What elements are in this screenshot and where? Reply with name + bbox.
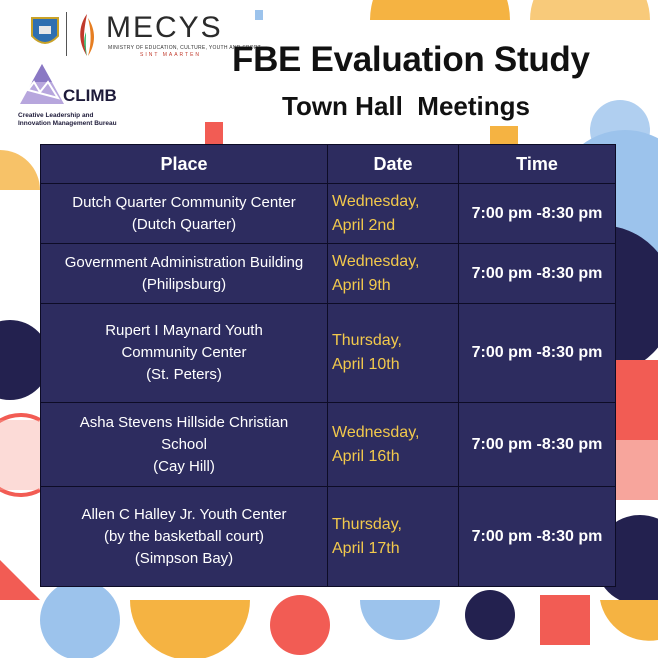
bg-shape — [0, 560, 40, 600]
place-line: (Dutch Quarter) — [131, 215, 237, 233]
bg-shape — [490, 126, 518, 144]
place-cell — [41, 403, 328, 487]
table-row — [41, 487, 616, 587]
bg-shape — [0, 150, 40, 190]
place-line: (by the basketball court) — [103, 527, 265, 545]
place-line: (Simpson Bay) — [134, 549, 234, 567]
bg-shape — [370, 0, 510, 20]
logo-divider — [66, 12, 67, 56]
page-subtitle: Town Hall Meetings — [282, 91, 530, 121]
date-line: Wednesday, — [332, 252, 420, 270]
bg-shape — [360, 600, 440, 640]
table-header-row — [41, 145, 616, 184]
date-line: Thursday, — [332, 332, 402, 349]
place-line: Rupert I Maynard Youth — [105, 322, 263, 339]
place-line: Allen C Halley Jr. Youth Center — [81, 505, 287, 523]
header-time: Time — [459, 145, 616, 184]
date-cell — [328, 304, 459, 403]
climb-subtitle-line: Creative Leadership and — [18, 112, 94, 119]
table-row — [41, 304, 616, 403]
bg-shape — [255, 10, 263, 20]
date-line: April 9th — [332, 276, 391, 294]
table-row — [41, 403, 616, 487]
time-cell: 7:00 pm -8:30 pm — [459, 244, 616, 304]
climb-subtitle-line: Innovation Management Bureau — [18, 120, 117, 127]
date-cell — [328, 487, 459, 587]
mecys-logo — [30, 10, 262, 60]
date-line: April 16th — [332, 447, 400, 465]
place-cell — [41, 304, 328, 403]
header-date: Date — [328, 145, 459, 184]
date-cell — [328, 184, 459, 244]
date-cell — [328, 244, 459, 304]
bg-shape — [530, 0, 650, 20]
date-cell — [328, 403, 459, 487]
place-line: Government Administration Building — [64, 253, 304, 271]
climb-wordmark: CLIMB — [63, 86, 117, 105]
bg-shape — [540, 595, 590, 645]
time-cell: 7:00 pm -8:30 pm — [459, 403, 616, 487]
mecys-region: SINT MAARTEN — [140, 52, 202, 58]
date-line: Thursday, — [332, 515, 402, 533]
place-line: (St. Peters) — [146, 366, 222, 383]
place-line: (Philipsburg) — [141, 275, 227, 293]
bg-shape — [270, 595, 330, 655]
place-cell — [41, 487, 328, 587]
place-line: Dutch Quarter Community Center — [72, 193, 296, 211]
place-line: (Cay Hill) — [153, 457, 215, 475]
place-cell — [41, 244, 328, 304]
date-line: April 10th — [332, 356, 400, 373]
mecys-wordmark: MECYS — [106, 11, 223, 44]
bg-shape — [616, 440, 658, 500]
bg-shape — [130, 600, 250, 658]
page-title: FBE Evaluation Study — [232, 40, 590, 79]
place-line: Community Center — [121, 344, 247, 361]
time-cell: 7:00 pm -8:30 pm — [459, 304, 616, 403]
table-row — [41, 244, 616, 304]
header-place: Place — [41, 145, 328, 184]
table-row — [41, 184, 616, 244]
place-cell — [41, 184, 328, 244]
time-cell: 7:00 pm -8:30 pm — [459, 487, 616, 587]
date-line: April 17th — [332, 539, 400, 557]
bg-shape — [600, 600, 658, 641]
bg-shape — [205, 122, 223, 144]
coat-of-arms-icon — [30, 16, 60, 50]
date-line: Wednesday, — [332, 192, 420, 210]
climb-subtitle — [18, 112, 138, 128]
place-line: School — [161, 435, 207, 453]
bg-shape — [0, 420, 40, 490]
climb-mountain-icon — [18, 62, 66, 106]
place-line: Asha Stevens Hillside Christian — [79, 413, 289, 431]
bg-shape — [465, 590, 515, 640]
mecys-subtitle: MINISTRY OF EDUCATION, CULTURE, YOUTH AND SPORT — [108, 45, 262, 51]
date-line: Wednesday, — [332, 423, 420, 441]
bg-shape — [616, 360, 658, 440]
schedule-table — [40, 144, 616, 587]
date-line: April 2nd — [332, 216, 396, 234]
time-cell: 7:00 pm -8:30 pm — [459, 184, 616, 244]
flame-icon — [74, 12, 100, 58]
bg-shape — [40, 580, 120, 658]
